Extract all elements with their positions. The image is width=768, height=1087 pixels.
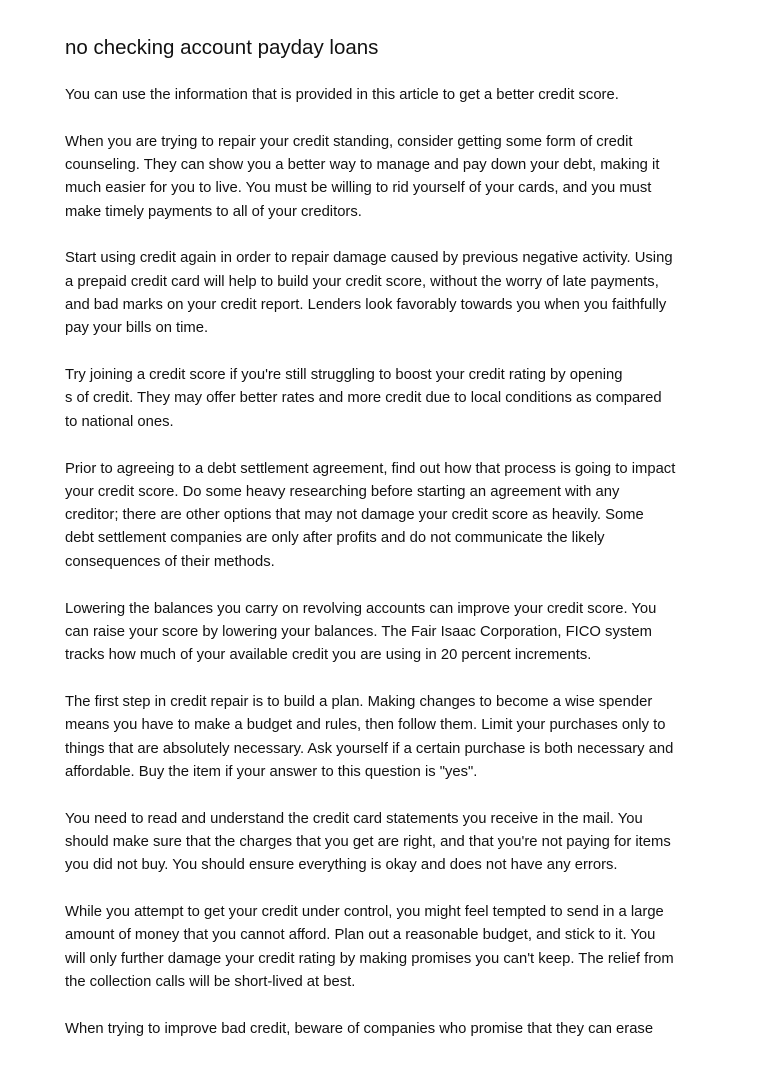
paragraph-line: to national ones.	[65, 413, 174, 430]
paragraph-line: pay your bills on time.	[65, 320, 209, 337]
paragraph-line: much easier for you to live. You must be willing to rid yourself of your cards, and you must	[65, 180, 652, 197]
paragraph-line: your credit score. Do some heavy researching before starting an agreement with any	[65, 483, 620, 500]
document-page	[65, 34, 715, 1065]
paragraph-line: While you attempt to get your credit under control, you might feel tempted to send in a large	[65, 904, 664, 921]
document-body	[65, 84, 715, 1041]
paragraph-line: counseling. They can show you a better way to manage and pay down your debt, making it	[65, 157, 660, 174]
paragraph-line: The first step in credit repair is to build a plan. Making changes to become a wise spender	[65, 693, 653, 710]
paragraph-line: Lowering the balances you carry on revolving accounts can improve your credit score. You	[65, 600, 657, 617]
paragraph-line: amount of money that you cannot afford. Plan out a reasonable budget, and stick to it. You	[65, 927, 656, 944]
paragraph-line: When you are trying to repair your credit standing, consider getting some form of credit	[65, 133, 633, 150]
paragraph-line: will only further damage your credit rating by making promises you can't keep. The relief from	[65, 950, 674, 967]
paragraph-line: tracks how much of your available credit you are using in 20 percent increments.	[65, 647, 592, 664]
paragraph-1	[65, 84, 715, 107]
paragraph-6	[65, 598, 715, 668]
paragraph-line: consequences of their methods.	[65, 553, 275, 570]
paragraph-line: can raise your score by lowering your balances. The Fair Isaac Corporation, FICO system	[65, 623, 652, 640]
paragraph-5	[65, 458, 715, 574]
paragraph-line: and bad marks on your credit report. Lenders look favorably towards you when you faithfully	[65, 297, 667, 314]
paragraph-line: Try joining a credit score if you're still struggling to boost your credit rating by opening	[65, 367, 623, 384]
paragraph-line: debt settlement companies are only after profits and do not communicate the likely	[65, 530, 605, 547]
paragraph-line: affordable. Buy the item if your answer to this question is "yes".	[65, 763, 478, 780]
paragraph-8	[65, 808, 715, 878]
paragraph-line: creditor; there are other options that may not damage your credit score as heavily. Some	[65, 507, 644, 524]
paragraph-line: a prepaid credit card will help to build your credit score, without the worry of late payments,	[65, 273, 659, 290]
paragraph-line: should make sure that the charges that you get are right, and that you're not paying for items	[65, 833, 671, 850]
paragraph-4	[65, 364, 715, 434]
paragraph-line: You can use the information that is provided in this article to get a better credit score.	[65, 87, 619, 103]
paragraph-line: When trying to improve bad credit, beware of companies who promise that they can erase	[65, 1020, 654, 1037]
paragraph-7	[65, 691, 715, 784]
paragraph-line: Prior to agreeing to a debt settlement agreement, find out how that process is going to impact	[65, 460, 676, 477]
paragraph-10	[65, 1018, 715, 1041]
paragraph-3	[65, 247, 715, 340]
paragraph-line: the collection calls will be short-lived at best.	[65, 973, 356, 990]
paragraph-9	[65, 901, 715, 994]
paragraph-line: Start using credit again in order to repair damage caused by previous negative activity. Using	[65, 250, 673, 267]
paragraph-line: s of credit. They may offer better rates and more credit due to local conditions as compared	[65, 390, 662, 407]
paragraph-line: means you have to make a budget and rules, then follow them. Limit your purchases only to	[65, 717, 666, 734]
paragraph-line: You need to read and understand the credit card statements you receive in the mail. You	[65, 810, 643, 827]
paragraph-line: make timely payments to all of your creditors.	[65, 203, 362, 220]
paragraph-2	[65, 131, 715, 224]
paragraph-line: you did not buy. You should ensure everything is okay and does not have any errors.	[65, 857, 618, 874]
document-title: no checking account payday loans	[65, 36, 379, 59]
paragraph-line: things that are absolutely necessary. Ask yourself if a certain purchase is both necessary and	[65, 740, 674, 757]
